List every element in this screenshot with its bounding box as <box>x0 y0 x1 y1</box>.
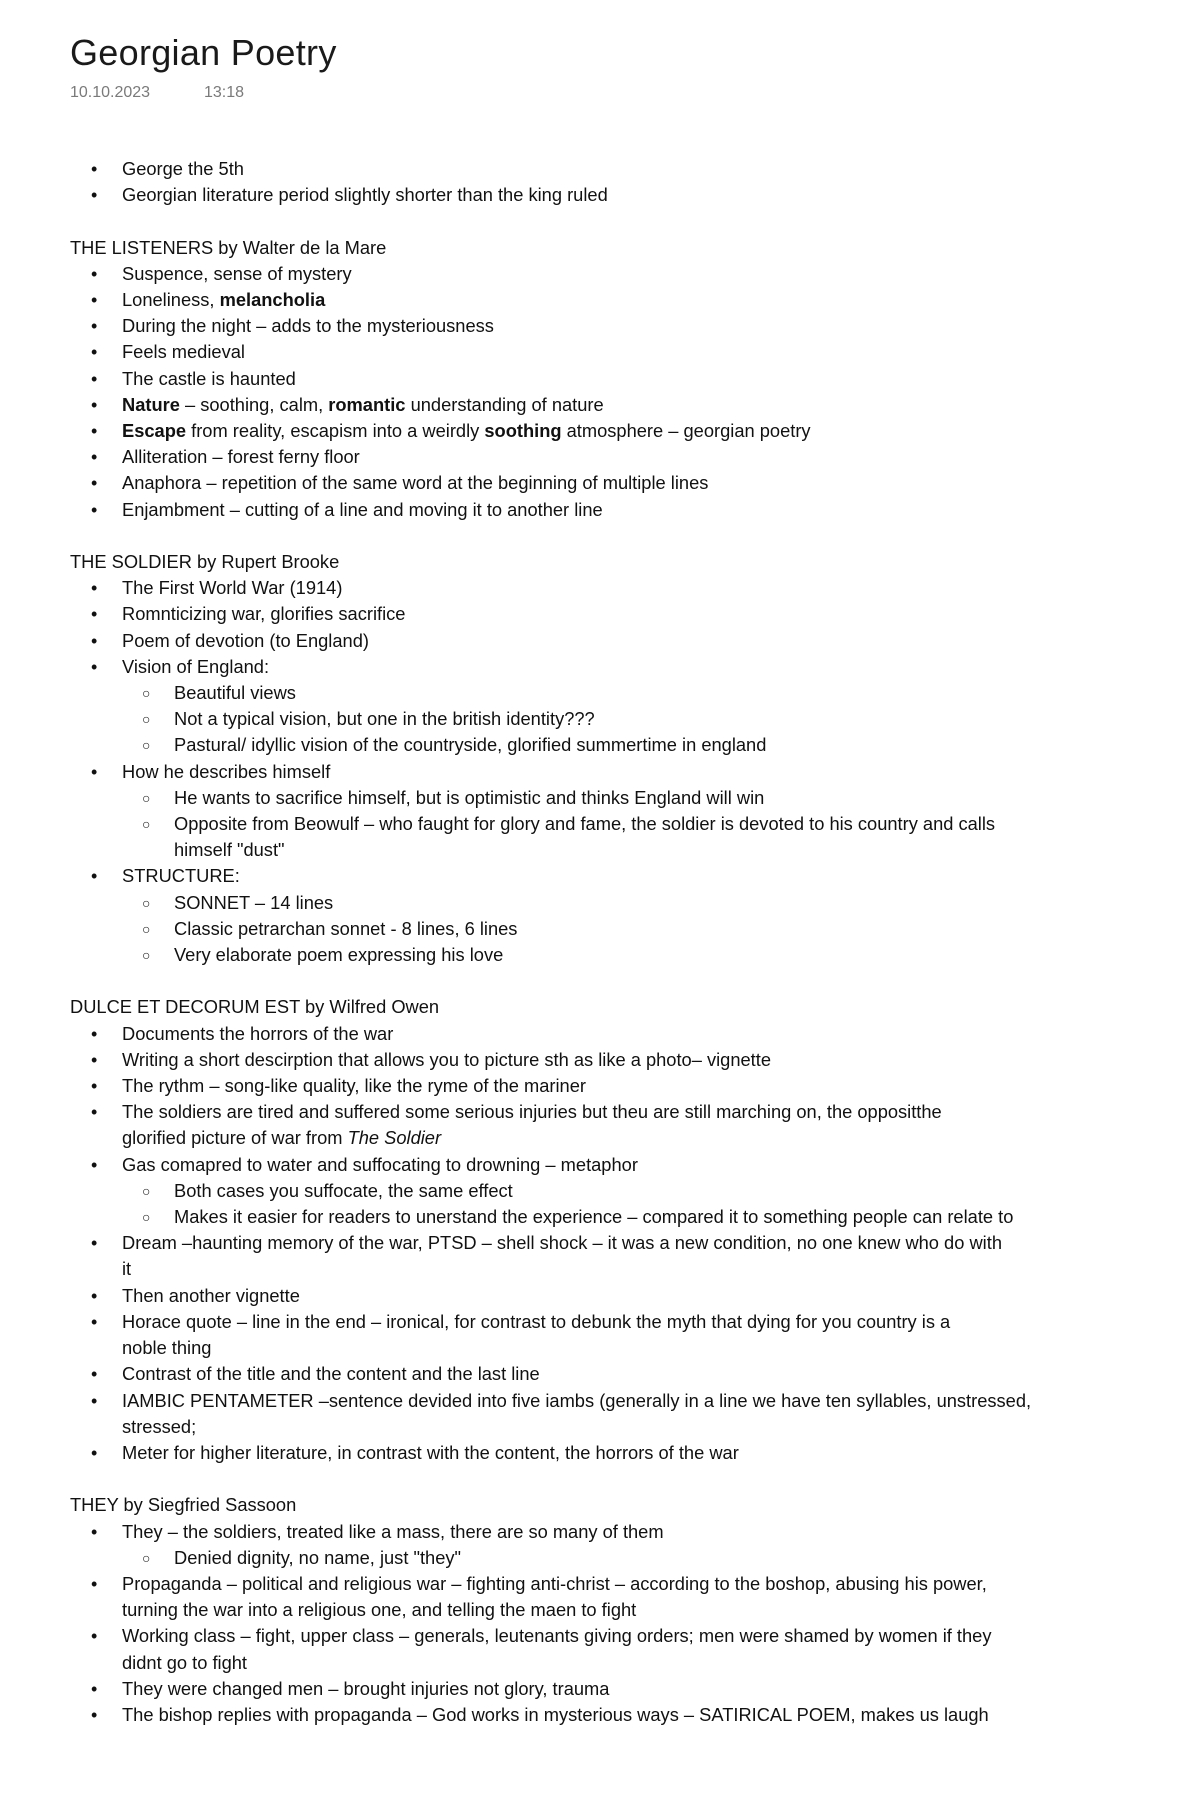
list-item: • They – the soldiers, treated like a mass, there are so many of them <box>70 1519 1130 1545</box>
list-item: • Anaphora – repetition of the same word at the beginning of multiple lines <box>70 470 1130 496</box>
list-item: • Writing a short descirption that allows you to picture sth as like a photo– vignette <box>70 1047 1130 1073</box>
sub-list-item: ○ Not a typical vision, but one in the british identity??? <box>70 706 1130 732</box>
note-time: 13:18 <box>204 84 245 101</box>
sub-list-item: ○ Very elaborate poem expressing his love <box>70 942 1130 968</box>
sub-list-item: ○ Denied dignity, no name, just "they" <box>70 1545 1130 1571</box>
note-date: 10.10.2023 <box>70 84 151 101</box>
list-item: • STRUCTURE: <box>70 863 1130 889</box>
soldier-list <box>70 575 1130 968</box>
intro-list <box>70 156 1130 208</box>
list-item: • Then another vignette <box>70 1283 1130 1309</box>
section-heading-dulce: DULCE ET DECORUM EST by Wilfred Owen <box>70 996 440 1018</box>
list-item: • Suspence, sense of mystery <box>70 261 1130 287</box>
list-item: • Romnticizing war, glorifies sacrifice <box>70 601 1130 627</box>
note-page <box>70 28 1130 1728</box>
they-list <box>70 1519 1130 1729</box>
list-item: • During the night – adds to the mysteriousness <box>70 313 1130 339</box>
list-item: • They were changed men – brought injuries not glory, trauma <box>70 1676 1130 1702</box>
list-item: • The bishop replies with propaganda – God works in mysterious ways – SATIRICAL POEM, makes us laugh <box>70 1702 1042 1728</box>
dulce-list <box>70 1021 1130 1466</box>
list-item: • Horace quote – line in the end – ironical, for contrast to debunk the myth that dying for you country is a noble thing <box>70 1309 984 1361</box>
list-item: • IAMBIC PENTAMETER –sentence devided into five iambs (generally in a line we have ten syllables, unstressed, stressed; <box>70 1388 1042 1440</box>
section-heading-soldier: THE SOLDIER by Rupert Brooke <box>70 551 340 573</box>
list-item: • Working class – fight, upper class – generals, leutenants giving orders; men were shamed by women if they didnt go to fight <box>70 1623 1002 1675</box>
list-item: • Propaganda – political and religious war – fighting anti-christ – according to the boshop, abusing his power, turning the war into a religious one, and telling the maen to fight <box>70 1571 1022 1623</box>
list-item: • Nature – soothing, calm, romantic understanding of nature <box>70 392 1130 418</box>
list-item: • Feels medieval <box>70 339 1130 365</box>
list-item: • Gas comapred to water and suffocating to drowning – metaphor <box>70 1152 1130 1178</box>
list-item: • Georgian literature period slightly shorter than the king ruled <box>70 182 1130 208</box>
section-heading-listeners: THE LISTENERS by Walter de la Mare <box>70 236 387 258</box>
list-item: • George the 5th <box>70 156 1130 182</box>
list-item: • Enjambment – cutting of a line and moving it to another line <box>70 497 1130 523</box>
list-item: • How he describes himself <box>70 759 1130 785</box>
note-body <box>70 156 1130 1728</box>
list-item: • Documents the horrors of the war <box>70 1021 1130 1047</box>
sub-list-item: ○ SONNET – 14 lines <box>70 890 1130 916</box>
page-title: Georgian Poetry <box>70 32 337 73</box>
list-item: • Contrast of the title and the content and the last line <box>70 1361 1130 1387</box>
sub-list-item: ○ Opposite from Beowulf – who faught for glory and fame, the soldier is devoted to his country and calls himself "dust" <box>70 811 1034 863</box>
list-item: • Loneliness, melancholia <box>70 287 1130 313</box>
sub-list-item: ○ Makes it easier for readers to unerstand the experience – compared it to something people can relate to <box>70 1204 1054 1230</box>
list-item: • The First World War (1914) <box>70 575 1130 601</box>
note-timestamp <box>70 82 1130 104</box>
list-item: • The rythm – song-like quality, like the ryme of the mariner <box>70 1073 1130 1099</box>
sub-list-item: ○ Beautiful views <box>70 680 1130 706</box>
list-item: • Alliteration – forest ferny floor <box>70 444 1130 470</box>
sub-list-item: ○ Pastural/ idyllic vision of the countryside, glorified summertime in england <box>70 732 1130 758</box>
sub-list-item: ○ He wants to sacrifice himself, but is optimistic and thinks England will win <box>70 785 1130 811</box>
list-item: • Escape from reality, escapism into a weirdly soothing atmosphere – georgian poetry <box>70 418 1130 444</box>
list-item: • The castle is haunted <box>70 366 1130 392</box>
list-item: • Dream –haunting memory of the war, PTSD – shell shock – it was a new condition, no one knew who do with it <box>70 1230 1012 1282</box>
listeners-list <box>70 261 1130 523</box>
list-item: • Poem of devotion (to England) <box>70 628 1130 654</box>
list-item: • Vision of England: <box>70 654 1130 680</box>
list-item: • Meter for higher literature, in contrast with the content, the horrors of the war <box>70 1440 1130 1466</box>
list-item: • The soldiers are tired and suffered some serious injuries but theu are still marching on, the oppositthe glorified picture of war from The Soldier <box>70 1099 984 1151</box>
sub-list-item: ○ Both cases you suffocate, the same effect <box>70 1178 1130 1204</box>
sub-list-item: ○ Classic petrarchan sonnet - 8 lines, 6 lines <box>70 916 1130 942</box>
section-heading-they: THEY by Siegfried Sassoon <box>70 1494 297 1516</box>
